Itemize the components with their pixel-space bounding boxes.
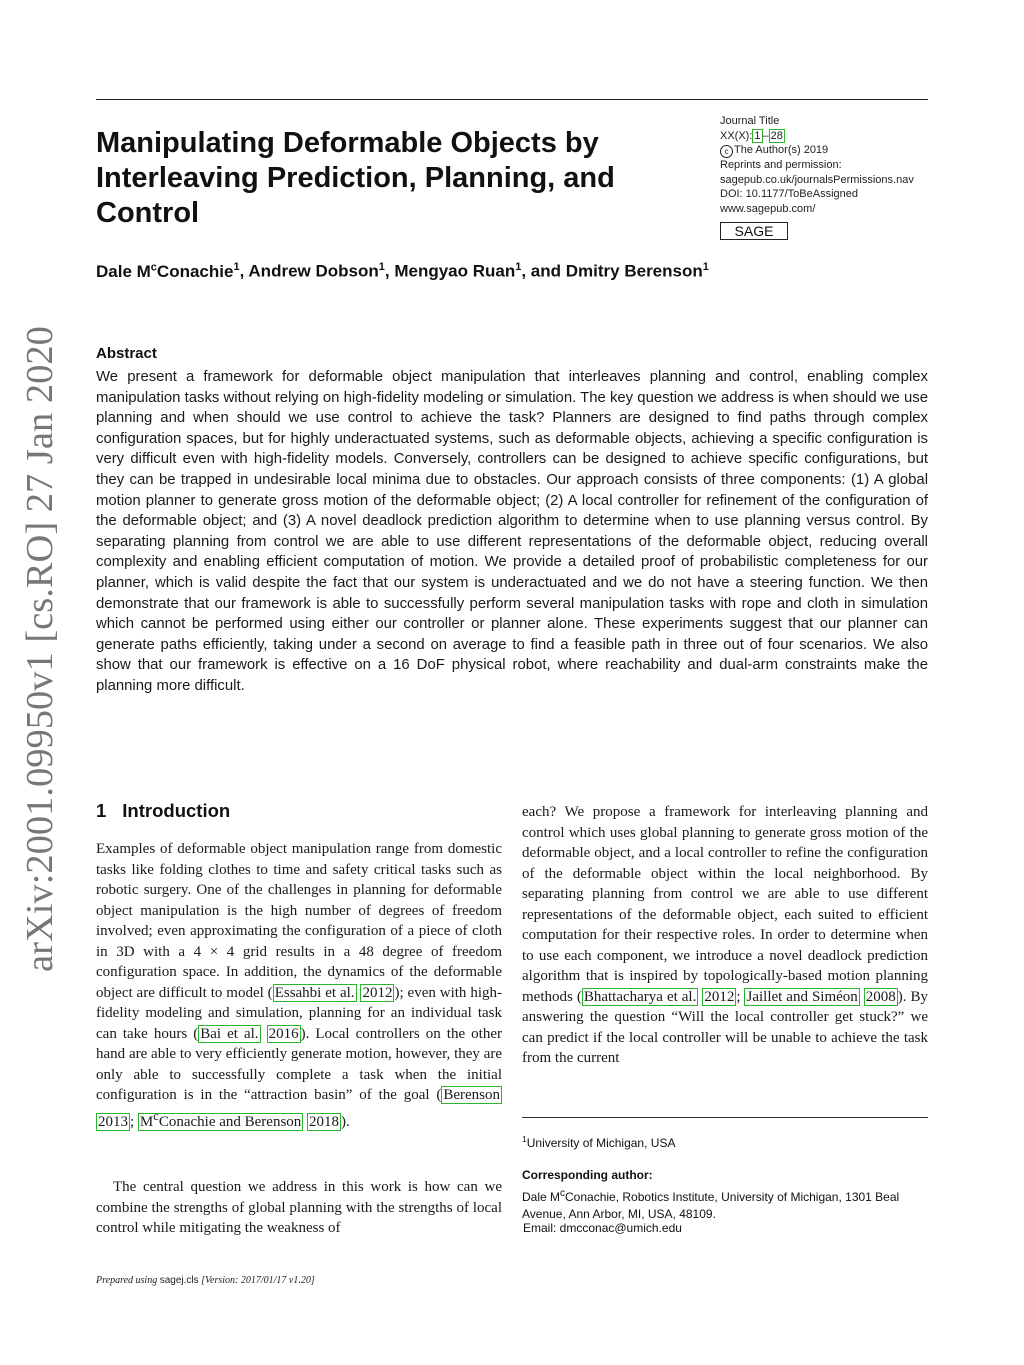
footnote-rule — [522, 1117, 928, 1118]
citation-year-link[interactable]: 2012 — [362, 984, 393, 1001]
header-top-rule — [96, 99, 928, 100]
citation-link[interactable]: Essahbi et al. — [274, 984, 355, 1001]
abstract-heading: Abstract — [96, 345, 157, 362]
citation-year-link[interactable]: 2018 — [309, 1113, 340, 1130]
last-page-link[interactable]: 28 — [770, 129, 783, 142]
author-affiliation-mark: 1 — [702, 261, 709, 273]
citation-link[interactable]: $M^cConachie$ and Berenson — [139, 1108, 302, 1130]
corresponding-author-address: Dale $M^cConachie$, Robotics Institute, University of Michigan, 1301 Beal Avenue, Ann Arbor, MI, USA, 48109. — [522, 1188, 900, 1221]
publisher-logo: SAGE — [720, 222, 788, 240]
author-name: Mengyao Ruan — [394, 261, 516, 281]
journal-permissions-url: sagepub.co.uk/journalsPermissions.nav — [720, 173, 914, 186]
journal-reprints: Reprints and permission: — [720, 159, 842, 171]
citation-year-link[interactable]: 2008 — [865, 988, 896, 1005]
intro-paragraph-2: The central question we address in this work is how can we combine the strengths of global planning with the strengths of local control while mitigating the weakness of — [96, 1179, 502, 1236]
section-heading-introduction — [96, 800, 230, 822]
footnote-affiliation: $^1$University of Michigan, USA — [522, 1134, 676, 1150]
copyright-icon: c — [720, 145, 733, 158]
paper-title: Manipulating Deformable Objects by Interleaving Prediction, Planning, and Control — [96, 127, 615, 229]
citation-year-link[interactable]: 2016 — [268, 1025, 299, 1042]
citation-year-link[interactable]: 2012 — [704, 988, 735, 1005]
author-affiliation-mark: 1 — [233, 261, 240, 273]
journal-doi: DOI: 10.1177/ToBeAssigned — [720, 188, 858, 200]
citation-link[interactable]: Berenson — [443, 1087, 500, 1103]
citation-year-link[interactable]: 2013 — [98, 1113, 128, 1130]
author-name: Andrew Dobson — [248, 261, 379, 281]
corresponding-author-email[interactable]: Email: dmcconac@umich.edu — [523, 1221, 682, 1235]
journal-metadata — [720, 114, 930, 216]
author-name: Dmitry Berenson — [565, 261, 703, 281]
corresponding-author-heading: Corresponding author: — [522, 1168, 653, 1182]
journal-title: Journal Title — [720, 115, 780, 127]
section-number: 1 — [96, 800, 107, 821]
first-page-link[interactable]: 1 — [754, 129, 761, 142]
citation-link[interactable]: Bhattacharya et al. — [583, 988, 697, 1005]
citation-link[interactable]: Bai et al. — [200, 1025, 259, 1042]
journal-website: www.sagepub.com/ — [720, 202, 816, 215]
journal-copyright: c The Author(s) 2019 — [720, 143, 930, 158]
author-affiliation-mark: 1 — [378, 261, 385, 273]
intro-paragraph-1: Examples of deformable object manipulation range from domestic tasks like folding clothes to time and safety critical tasks such as robotic surgery. One of the challenges in planning for deformable object manipulation is the high number of degrees of freedom involved; even approximating the configuration of a piece of cloth in 3D with a 4 × 4 grid results in a 48 degree of freedom configuration space. In addition, the dynamics of the deformable object are difficult to model ( Essahbi et al. 2012 ); even with high-fidelity modeling and simulation, planning for an individual task can take hours ( Bai et al. 2016 ). Local controllers on the other hand are able to very efficiently generate motion, however, they are only able to successfully complete a task when the initial configuration is in the “attraction basin” of the goal ( Berenson 2013 ; $M^cConachie$ and Berenson 2018 ). — [96, 841, 502, 1130]
journal-volume-pages: XX(X): 1 – 28 — [720, 129, 783, 142]
author-name: Dale $M^cConachie$ — [96, 261, 234, 281]
intro-paragraph-3: each? We propose a framework for interleaving planning and control which uses global planning to generate gross motion of the deformable object, and a local controller to refine the configuration of the deformable object within the local neighborhood. By separating planning from control we are able to use different representations of the deformable object, each suited to efficient computation for their respective roles. In order to determine when to use each component, we introduce a novel deadlock prediction algorithm that is inspired by topologically-based motion planning methods ( Bhattacharya et al. 2012 ; Jaillet and Siméon 2008 ). By answering the question “Will the local controller get stuck?” we can predict if the local controller will be unable to achieve the task from the current — [522, 804, 929, 1066]
abstract-text: We present a framework for deformable object manipulation that interleaves planning and control, enabling complex manipulation tasks without relying on high-fidelity modeling or simulation. The key question we address is when should we use planning and when should we use control to achieve the task? Planners are designed to find paths through complex configuration spaces, but for highly underactuated systems, such as deformable objects, achieving a specific configuration is very difficult even with high-fidelity models. Conversely, controllers can be designed to achieve specific configurations, but they can be trapped in undesirable local minima due to obstacles. Our approach consists of three components: (1) A global motion planner to generate gross motion of the deformable object; (2) A local controller for refinement of the configuration of the deformable object; and (3) A novel deadlock prediction algorithm to determine when to use planning versus control. By separating planning from control we are able to use different representations of the deformable object, reducing overall complexity and enabling efficient computation of motion. We provide a detailed proof of probabilistic completeness for our planner, which is valid despite the fact that our system is underactuated and we do not have a steering function. We then demonstrate that our framework is able to successfully perform several manipulation tasks with rope and cloth in simulation which cannot be performed using either our controller or planner alone. These experiments suggest that our planner can generate paths efficiently, taking under a second on average to find a feasible path in three out of four scenarios. We also show that our framework is effective on a 16 DoF physical robot, where reachability and dual-arm constraints make the planning more difficult. — [96, 369, 928, 694]
affiliation-mark: 1 — [522, 1134, 527, 1144]
section-title: Introduction — [122, 800, 231, 821]
author-list: Dale $M^cConachie^1$, Andrew Dobson$^1$, Mengyao Ruan$^1$, and Dmitry Berenson$^1$ — [96, 261, 709, 281]
prepared-using-footer: Prepared using sagej.cls [Version: 2017/01/17 v1.20] — [96, 1275, 315, 1286]
citation-link[interactable]: Jaillet and Siméon — [746, 988, 858, 1005]
author-affiliation-mark: 1 — [515, 261, 522, 273]
arxiv-identifier-stamp[interactable]: arXiv:2001.09950v1 [cs.RO] 27 Jan 2020 — [19, 326, 61, 972]
